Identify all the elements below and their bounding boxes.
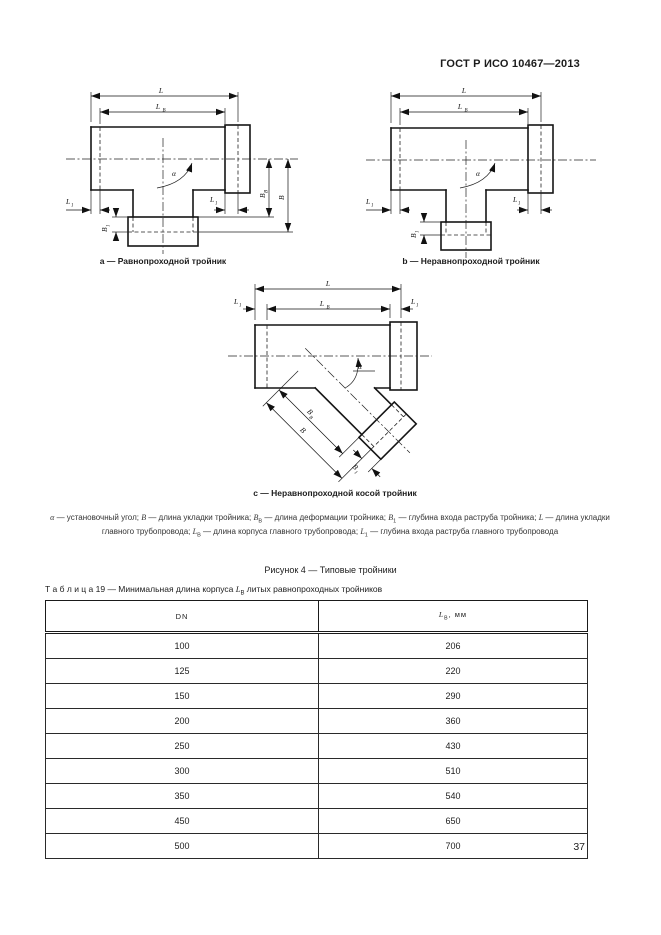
dim-label-BB — [258, 190, 270, 198]
table-title: Т а б л и ц а 19 — Минимальная длина корпуса $L_B$ литых равнопроходных тройников — [45, 584, 383, 597]
table-cell: 510 — [319, 759, 588, 784]
table-cell: 150 — [46, 684, 319, 709]
dim-label-alpha: α — [172, 169, 176, 178]
svg-text:B: B — [258, 193, 267, 198]
drawing-equal-tee — [58, 80, 310, 262]
dim-label-L1-right: L — [210, 195, 215, 204]
table-row — [46, 709, 588, 734]
dim-label-B1 — [409, 231, 421, 239]
dim-label-alpha: α — [358, 362, 362, 371]
svg-text:1: 1 — [215, 201, 218, 207]
dim-label-L1-left: L — [366, 197, 371, 206]
caption-a: a — Равнопроходной тройник — [99, 256, 227, 266]
svg-text:1: 1 — [416, 303, 419, 309]
table-cell: 220 — [319, 659, 588, 684]
table-cell: 430 — [319, 734, 588, 759]
svg-text:B: B — [307, 415, 314, 422]
table-cell: 500 — [46, 834, 319, 859]
dim-labels — [365, 86, 521, 238]
svg-text:1: 1 — [518, 201, 521, 207]
dim-label-alpha: α — [476, 169, 480, 178]
hidden-lines — [400, 125, 541, 235]
table-row — [46, 759, 588, 784]
table-cell: 700 — [319, 834, 588, 859]
figure-legend: α — установочный угол; B — длина укладки тройника; $B_B$ — длина деформации тройника; $B_1$ — глубина входа раструба тройника; L — длина укладки главного трубопровода; $L_B$ — длина корпуса главного трубопровода; $L_1$ — глубина входа раструба главного трубопровода — [50, 513, 610, 539]
dim-label-L: L — [325, 279, 331, 288]
svg-text:B: B — [326, 305, 330, 311]
table-row — [46, 784, 588, 809]
caption-c: c — Неравнопроходной косой тройник — [253, 488, 417, 498]
dim-label-B1 — [100, 225, 112, 233]
table-header-row — [46, 601, 588, 633]
dim-label-LB: L — [319, 299, 325, 308]
svg-text:B: B — [305, 406, 315, 417]
table-cell: 350 — [46, 784, 319, 809]
svg-text:B: B — [464, 108, 468, 114]
svg-text:1: 1 — [239, 303, 242, 309]
hidden-lines — [100, 125, 238, 232]
dim-label-L1-right: L — [513, 195, 518, 204]
svg-text:B: B — [162, 108, 166, 114]
dim-label-L1-left: L — [66, 197, 71, 206]
table-cell: 450 — [46, 809, 319, 834]
svg-text:1: 1 — [106, 224, 112, 227]
table-cell: 100 — [46, 633, 319, 659]
branch-rotated — [255, 331, 428, 504]
table-cell: 300 — [46, 759, 319, 784]
dim-label-L: L — [461, 86, 467, 95]
dim-label-L: L — [158, 86, 164, 95]
table-row — [46, 809, 588, 834]
svg-text:B: B — [409, 233, 418, 238]
table-19 — [45, 600, 588, 859]
col-header-dn: DN — [46, 601, 319, 633]
dim-label-BB — [303, 407, 317, 421]
figure-caption: Рисунок 4 — Типовые тройники — [264, 565, 397, 575]
table-cell: 200 — [46, 709, 319, 734]
table-cell: 206 — [319, 633, 588, 659]
dim-label-LB: L — [457, 102, 463, 111]
table-row — [46, 659, 588, 684]
dimensions — [366, 92, 552, 244]
page-number: 37 — [573, 841, 585, 853]
dim-label-L1-left: L — [234, 297, 239, 306]
svg-text:1: 1 — [71, 203, 74, 209]
table-cell: 125 — [46, 659, 319, 684]
table-cell: 290 — [319, 684, 588, 709]
centerlines — [366, 140, 596, 258]
drawing-oblique-tee — [222, 276, 460, 488]
dim-label-LB: L — [155, 102, 161, 111]
doc-code: ГОСТ Р ИСО 10467—2013 — [440, 58, 580, 70]
svg-text:1: 1 — [415, 230, 421, 233]
tee-outline — [91, 125, 250, 246]
svg-text:B: B — [264, 189, 270, 193]
dim-label-B — [277, 195, 286, 200]
dim-label-L1-right: L — [411, 297, 416, 306]
drawing-reducing-tee — [356, 80, 608, 262]
table-cell: 650 — [319, 809, 588, 834]
col-header-lb: $L_B$, мм — [319, 601, 588, 633]
table-row — [46, 834, 588, 859]
dimensions — [243, 284, 416, 388]
svg-text:1: 1 — [352, 470, 358, 476]
table-row — [46, 734, 588, 759]
svg-text:B: B — [100, 227, 109, 232]
dim-label-B: B — [298, 425, 308, 435]
dim-label-B1 — [349, 462, 363, 476]
caption-b: b — Неравнопроходной тройник — [402, 256, 540, 266]
svg-text:B: B — [350, 462, 361, 472]
table-cell: 540 — [319, 784, 588, 809]
svg-text:B: B — [277, 195, 286, 200]
table-row — [46, 633, 588, 659]
table-cell: 250 — [46, 734, 319, 759]
table-cell: 360 — [319, 709, 588, 734]
table-row — [46, 684, 588, 709]
svg-text:1: 1 — [371, 203, 374, 209]
